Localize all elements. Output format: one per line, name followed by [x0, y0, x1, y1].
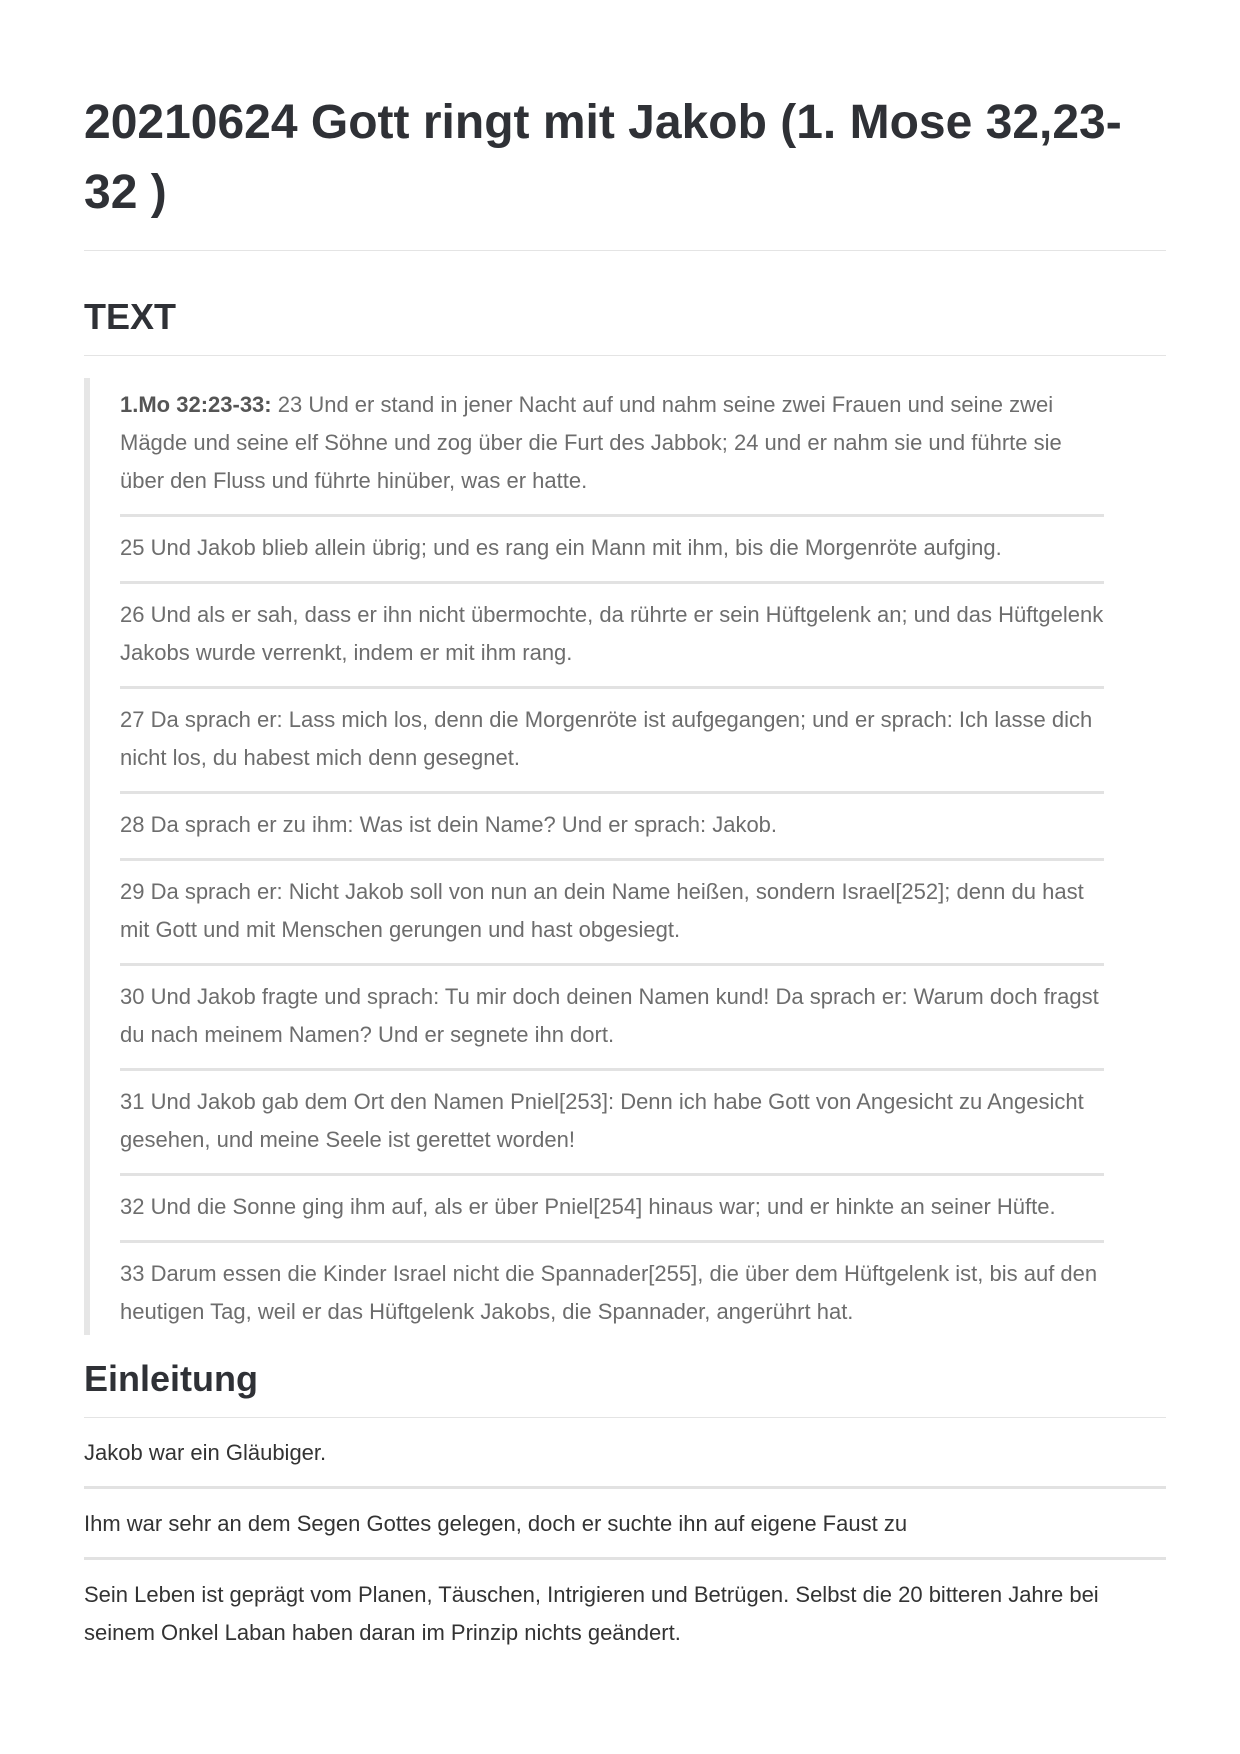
verse-paragraph: 30 Und Jakob fragte und sprach: Tu mir doch deinen Namen kund! Da sprach er: Warum doch fragst du nach meinem Namen? Und er segnete ihn dort. — [120, 966, 1104, 1071]
verse-text: 23 Und er stand in jener Nacht auf und nahm seine zwei Frauen und seine zwei Mägde und seine elf Söhne und zog über die Furt des Jabbok; 24 und er nahm sie und führte sie über den Fluss und führte hinüber, was er hatte. — [120, 392, 1062, 493]
verse-paragraph: 32 Und die Sonne ging ihm auf, als er über Pniel[254] hinaus war; und er hinkte an seiner Hüfte. — [120, 1176, 1104, 1243]
intro-paragraph: Ihm war sehr an dem Segen Gottes gelegen, doch er suchte ihn auf eigene Faust zu — [84, 1489, 1166, 1560]
scripture-reference: 1.Mo 32:23-33: — [120, 392, 272, 417]
scripture-blockquote — [84, 378, 1104, 1335]
verse-paragraph: 27 Da sprach er: Lass mich los, denn die Morgenröte ist aufgegangen; und er sprach: Ich lasse dich nicht los, du habest mich denn gesegnet. — [120, 689, 1104, 794]
intro-paragraph: Sein Leben ist geprägt vom Planen, Täuschen, Intrigieren und Betrügen. Selbst die 20 bitteren Jahre bei seinem Onkel Laban haben daran im Prinzip nichts geändert. — [84, 1582, 1099, 1645]
verse-paragraph — [120, 378, 1104, 517]
text-section-heading: TEXT — [84, 295, 1166, 356]
verse-paragraph: 31 Und Jakob gab dem Ort den Namen Pniel[253]: Denn ich habe Gott von Angesicht zu Angesicht gesehen, und meine Seele ist gerettet worden! — [120, 1071, 1104, 1176]
verse-paragraph: 33 Darum essen die Kinder Israel nicht die Spannader[255], die über dem Hüftgelenk ist, bis auf den heutigen Tag, weil er das Hüftgelenk Jakobs, die Spannader, angerührt hat. — [120, 1261, 1098, 1324]
verse-paragraph: 26 Und als er sah, dass er ihn nicht übermochte, da rührte er sein Hüftgelenk an; und das Hüftgelenk Jakobs wurde verrenkt, indem er mit ihm rang. — [120, 584, 1104, 689]
document-title: 20210624 Gott ringt mit Jakob (1. Mose 32,23-32 ) — [84, 0, 1166, 251]
verse-paragraph: 29 Da sprach er: Nicht Jakob soll von nun an dein Name heißen, sondern Israel[252]; denn du hast mit Gott und mit Menschen gerungen und hast obgesiegt. — [120, 861, 1104, 966]
document-page — [84, 0, 1166, 1666]
intro-body — [84, 1418, 1166, 1666]
verse-paragraph: 28 Da sprach er zu ihm: Was ist dein Name? Und er sprach: Jakob. — [120, 794, 1104, 861]
verse-paragraph: 25 Und Jakob blieb allein übrig; und es rang ein Mann mit ihm, bis die Morgenröte aufging. — [120, 517, 1104, 584]
intro-paragraph: Jakob war ein Gläubiger. — [84, 1418, 1166, 1489]
intro-section-heading: Einleitung — [84, 1357, 1166, 1418]
